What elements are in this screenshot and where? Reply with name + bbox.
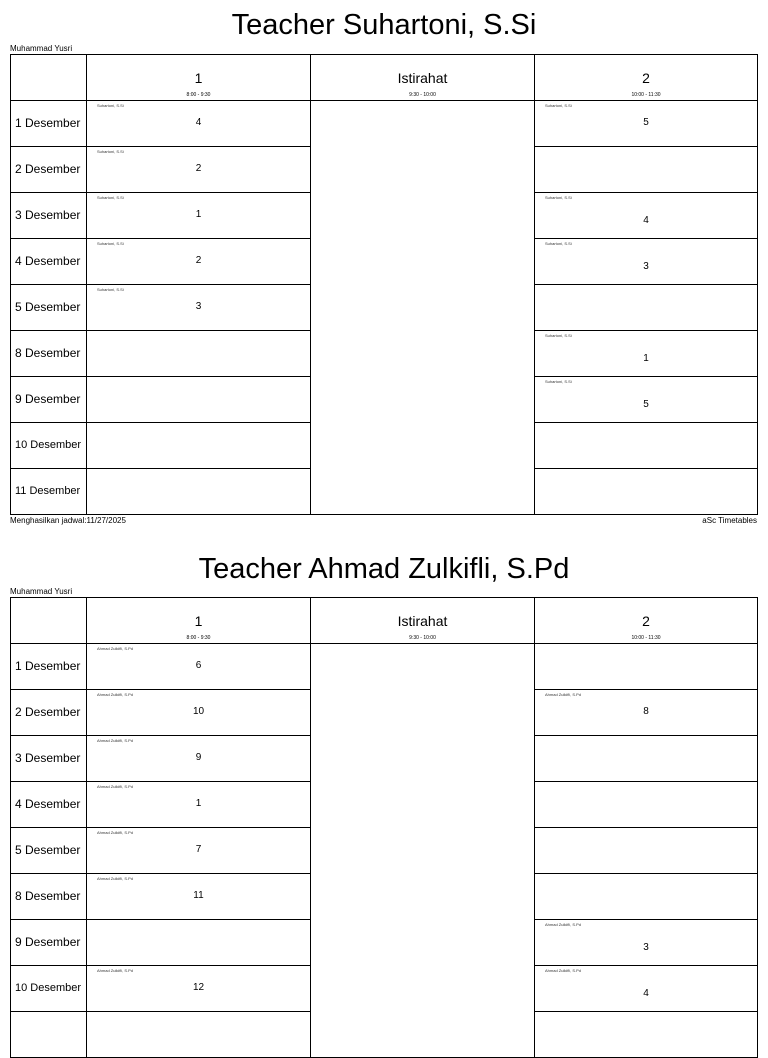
table-row: [11, 644, 758, 690]
day-cell: [11, 1012, 87, 1058]
lesson-class: 5: [643, 117, 649, 128]
lesson-class: 4: [643, 988, 649, 999]
lesson-cell: [535, 1012, 758, 1058]
day-cell: [11, 736, 87, 782]
lesson-cell: [535, 469, 758, 515]
day-cell: [11, 469, 87, 515]
lesson-teacher: Suhartoni, S.Si: [97, 149, 124, 154]
day-cell: [11, 782, 87, 828]
lesson-cell: [535, 874, 758, 920]
lesson-class: 5: [643, 399, 649, 410]
lesson-cell: [535, 147, 758, 193]
generated-date: Menghasilkan jadwal:11/27/2025: [10, 516, 126, 525]
day-cell: [11, 423, 87, 469]
page-title: Teacher Ahmad Zulkifli, S.Pd: [198, 553, 570, 585]
day-cell: [11, 920, 87, 966]
day-label: 1 Desember: [15, 659, 81, 673]
day-label: 8 Desember: [15, 889, 81, 903]
lesson-cell: [87, 920, 311, 966]
day-cell: [11, 101, 87, 147]
lesson-teacher: Suhartoni, S.Si: [545, 333, 572, 338]
lesson-cell: [87, 828, 311, 874]
lesson-cell: [87, 423, 311, 469]
lesson-teacher: Suhartoni, S.Si: [97, 241, 124, 246]
day-label: 10 Desember: [15, 439, 82, 451]
day-label: 8 Desember: [15, 346, 81, 360]
lesson-teacher: Ahmad Zulkifli, S.Pd: [97, 784, 134, 789]
day-cell: [11, 828, 87, 874]
lesson-class: 2: [195, 163, 202, 174]
break-cell: [311, 644, 535, 1058]
lesson-teacher: Suhartoni, S.Si: [545, 103, 572, 108]
day-cell: [11, 193, 87, 239]
lesson-cell: [535, 423, 758, 469]
lesson-teacher: Suhartoni, S.Si: [545, 241, 572, 246]
day-cell: [11, 239, 87, 285]
period-header: [87, 55, 311, 101]
day-cell: [11, 147, 87, 193]
lesson-cell: [87, 1012, 311, 1058]
lesson-class: 11: [193, 890, 204, 901]
lesson-cell: [535, 782, 758, 828]
lesson-class: 4: [643, 215, 649, 226]
lesson-cell: [87, 690, 311, 736]
page-title: Teacher Suhartoni, S.Si: [231, 9, 537, 41]
lesson-class: 1: [643, 353, 649, 364]
day-cell: [11, 377, 87, 423]
corner-cell: [11, 55, 87, 101]
lesson-cell: [535, 285, 758, 331]
day-label: 9 Desember: [15, 935, 81, 949]
day-label: 2 Desember: [15, 705, 81, 719]
day-cell: [11, 690, 87, 736]
lesson-cell: [535, 239, 758, 285]
lesson-teacher: Ahmad Zulkifli, S.Pd: [97, 692, 134, 697]
day-label: 5 Desember: [15, 300, 81, 314]
day-label: 1 Desember: [15, 116, 81, 130]
lesson-cell: [535, 377, 758, 423]
school-name: Muhammad Yusri: [10, 587, 73, 596]
day-label: 2 Desember: [15, 162, 81, 176]
break-cell: [311, 101, 535, 515]
period-header: [87, 598, 311, 644]
lesson-cell: [535, 966, 758, 1012]
lesson-teacher: Ahmad Zulkifli, S.Pd: [545, 968, 582, 973]
lesson-cell: [87, 285, 311, 331]
day-label: 4 Desember: [15, 254, 81, 268]
period-time: 10:00 - 11:30: [631, 92, 661, 98]
lesson-cell: [535, 828, 758, 874]
lesson-class: 3: [643, 942, 649, 953]
day-cell: [11, 966, 87, 1012]
lesson-class: 6: [195, 660, 202, 671]
day-label: 5 Desember: [15, 843, 81, 857]
lesson-cell: [535, 920, 758, 966]
lesson-cell: [535, 690, 758, 736]
day-cell: [11, 331, 87, 377]
lesson-teacher: Suhartoni, S.Si: [545, 379, 572, 384]
day-label: 10 Desember: [15, 982, 82, 994]
schedule-table: [10, 597, 758, 1058]
lesson-class: 10: [192, 706, 205, 717]
period-time: 8:00 - 9:30: [186, 635, 211, 641]
lesson-cell: [535, 101, 758, 147]
table-row: [11, 101, 758, 147]
lesson-cell: [87, 239, 311, 285]
lesson-class: 2: [195, 255, 202, 266]
lesson-teacher: Suhartoni, S.Si: [97, 287, 124, 292]
lesson-teacher: Ahmad Zulkifli, S.Pd: [97, 876, 134, 881]
timetable-zulkifli: [0, 544, 768, 1024]
lesson-teacher: Suhartoni, S.Si: [545, 195, 572, 200]
day-label: 4 Desember: [15, 797, 81, 811]
period-time: 9:30 - 10:00: [409, 635, 436, 641]
lesson-class: 3: [195, 301, 202, 312]
header-row: [11, 55, 758, 101]
period-header: [535, 598, 758, 644]
lesson-class: 3: [643, 261, 649, 272]
lesson-class: 1: [195, 798, 202, 809]
lesson-class: 9: [195, 752, 202, 763]
break-header: [311, 598, 535, 644]
lesson-teacher: Ahmad Zulkifli, S.Pd: [545, 922, 582, 927]
lesson-teacher: Ahmad Zulkifli, S.Pd: [545, 692, 582, 697]
lesson-cell: [87, 966, 311, 1012]
period-header: [535, 55, 758, 101]
school-name: Muhammad Yusri: [10, 44, 73, 53]
lesson-teacher: Ahmad Zulkifli, S.Pd: [97, 968, 134, 973]
lesson-class: 12: [192, 982, 205, 993]
period-number: 2: [642, 70, 650, 86]
header-row: [11, 598, 758, 644]
lesson-teacher: Suhartoni, S.Si: [97, 195, 124, 200]
lesson-cell: [535, 736, 758, 782]
lesson-cell: [87, 736, 311, 782]
lesson-teacher: Suhartoni, S.Si: [97, 103, 124, 108]
schedule-table: [10, 54, 758, 515]
lesson-cell: [87, 331, 311, 377]
lesson-cell: [87, 147, 311, 193]
period-time: 8:00 - 9:30: [186, 92, 211, 98]
day-label: 11 Desember: [15, 485, 81, 497]
day-cell: [11, 874, 87, 920]
lesson-cell: [535, 331, 758, 377]
corner-cell: [11, 598, 87, 644]
lesson-cell: [87, 644, 311, 690]
period-number: Istirahat: [397, 70, 448, 86]
lesson-teacher: Ahmad Zulkifli, S.Pd: [97, 646, 134, 651]
lesson-class: 7: [195, 844, 202, 855]
day-label: 3 Desember: [15, 751, 81, 765]
lesson-cell: [535, 193, 758, 239]
lesson-class: 8: [643, 706, 649, 717]
day-cell: [11, 285, 87, 331]
period-number: Istirahat: [397, 613, 448, 629]
day-label: 9 Desember: [15, 392, 81, 406]
period-number: 2: [642, 613, 650, 629]
lesson-cell: [87, 469, 311, 515]
app-credit: aSc Timetables: [702, 516, 757, 525]
lesson-teacher: Ahmad Zulkifli, S.Pd: [97, 738, 134, 743]
lesson-cell: [535, 644, 758, 690]
period-number: 1: [194, 613, 203, 629]
lesson-cell: [87, 101, 311, 147]
lesson-cell: [87, 193, 311, 239]
day-cell: [11, 644, 87, 690]
lesson-class: 4: [195, 117, 202, 128]
lesson-class: 1: [195, 209, 202, 220]
lesson-cell: [87, 377, 311, 423]
day-label: 3 Desember: [15, 208, 81, 222]
lesson-teacher: Ahmad Zulkifli, S.Pd: [97, 830, 134, 835]
period-number: 1: [194, 70, 203, 86]
break-header: [311, 55, 535, 101]
lesson-cell: [87, 782, 311, 828]
lesson-cell: [87, 874, 311, 920]
period-time: 10:00 - 11:30: [631, 635, 661, 641]
period-time: 9:30 - 10:00: [409, 92, 436, 98]
